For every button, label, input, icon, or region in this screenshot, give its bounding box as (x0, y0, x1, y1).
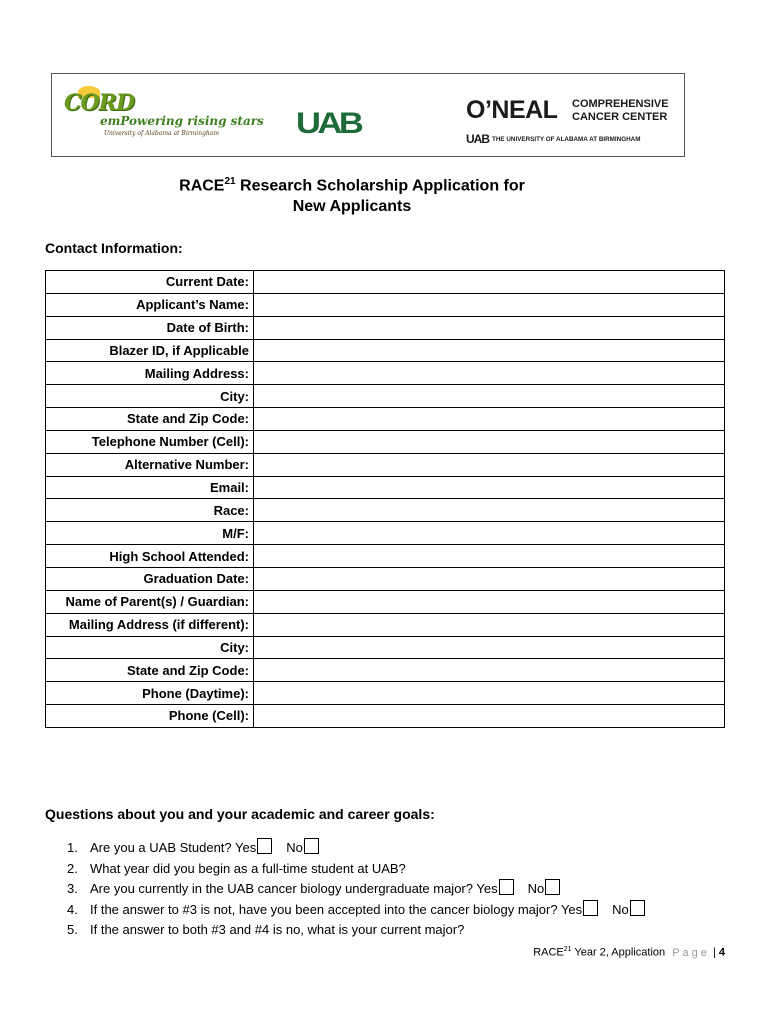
cord-logo-tagline: emPowering rising stars (100, 114, 264, 128)
contact-field-label: Alternative Number: (46, 453, 254, 476)
question-text: If the answer to both #3 and #4 is no, what is your current major? (90, 922, 465, 937)
contact-field-input[interactable] (254, 430, 725, 453)
title-prefix: RACE (179, 177, 225, 195)
oneal-uab-mark: UAB (466, 132, 489, 146)
question-item (67, 900, 647, 921)
contact-row (46, 408, 725, 431)
footer-superscript: 21 (563, 946, 572, 953)
contact-row (46, 293, 725, 316)
no-label: No (612, 901, 629, 917)
no-label: No (286, 840, 303, 855)
question-number: 4. (67, 901, 78, 917)
contact-heading: Contact Information: (45, 240, 183, 256)
contact-field-input[interactable] (254, 339, 725, 362)
contact-row (46, 682, 725, 705)
contact-row (46, 385, 725, 408)
contact-field-label: Date of Birth: (46, 316, 254, 339)
contact-field-input[interactable] (254, 590, 725, 613)
contact-field-input[interactable] (254, 316, 725, 339)
contact-field-label: Applicant’s Name: (46, 293, 254, 316)
contact-field-label: Name of Parent(s) / Guardian: (46, 590, 254, 613)
title-line2: New Applicants (292, 198, 412, 216)
contact-field-label: Current Date: (46, 271, 254, 294)
contact-field-input[interactable] (254, 362, 725, 385)
contact-field-label: M/F: (46, 522, 254, 545)
contact-field-input[interactable] (254, 682, 725, 705)
contact-field-label: Race: (46, 499, 254, 522)
contact-field-label: State and Zip Code: (46, 659, 254, 682)
footer-separator: | (709, 946, 719, 959)
footer-text: Year 2, Application (571, 946, 669, 959)
footer-prefix: RACE (533, 946, 564, 959)
question-item (67, 859, 647, 880)
contact-field-label: Phone (Cell): (46, 705, 254, 728)
contact-field-label: City: (46, 385, 254, 408)
yes-checkbox[interactable] (257, 838, 272, 854)
contact-field-input[interactable] (254, 476, 725, 499)
oneal-university-name: THE UNIVERSITY OF ALABAMA AT BIRMINGHAM (492, 136, 641, 143)
page-footer (533, 946, 725, 959)
oneal-name: O’NEAL (466, 96, 558, 124)
contact-field-label: Blazer ID, if Applicable (46, 339, 254, 362)
page-title (0, 171, 704, 217)
oneal-subtitle-line1: COMPREHENSIVE (572, 98, 669, 110)
contact-row (46, 499, 725, 522)
contact-row (46, 659, 725, 682)
footer-page-word: Page (672, 946, 710, 959)
question-text: What year did you begin as a full-time student at UAB? (90, 860, 406, 876)
title-line1 (0, 171, 704, 196)
yes-label: Yes (476, 881, 498, 896)
no-checkbox[interactable] (304, 838, 319, 854)
contact-row (46, 613, 725, 636)
contact-field-input[interactable] (254, 567, 725, 590)
contact-field-input[interactable] (254, 271, 725, 294)
contact-field-input[interactable] (254, 522, 725, 545)
contact-field-input[interactable] (254, 408, 725, 431)
oneal-cancer-center-logo (466, 96, 676, 146)
contact-row (46, 453, 725, 476)
question-item (67, 838, 647, 859)
no-checkbox[interactable] (545, 879, 560, 895)
contact-field-label: Mailing Address: (46, 362, 254, 385)
contact-row (46, 476, 725, 499)
yes-label: Yes (235, 840, 257, 855)
yes-label: Yes (560, 901, 583, 917)
contact-field-input[interactable] (254, 499, 725, 522)
logo-banner (51, 73, 685, 157)
contact-field-label: City: (46, 636, 254, 659)
question-item (67, 879, 647, 900)
contact-row (46, 522, 725, 545)
contact-field-input[interactable] (254, 705, 725, 728)
contact-row (46, 705, 725, 728)
cord-logo-subtext: University of Alabama at Birmingham (104, 130, 220, 137)
contact-field-label: Telephone Number (Cell): (46, 430, 254, 453)
cord-logo-word: CORD (64, 90, 135, 116)
contact-field-label: State and Zip Code: (46, 408, 254, 431)
oneal-subtitle-line2: CANCER CENTER (572, 111, 668, 123)
questions-heading: Questions about you and your academic and career goals: (45, 806, 435, 822)
cord-logo (64, 88, 264, 144)
contact-table (45, 270, 725, 728)
question-number: 3. (67, 881, 78, 896)
contact-row (46, 430, 725, 453)
question-number: 1. (67, 840, 78, 855)
contact-row (46, 339, 725, 362)
contact-field-label: Email: (46, 476, 254, 499)
contact-field-input[interactable] (254, 293, 725, 316)
questions-list (67, 838, 647, 941)
yes-checkbox[interactable] (583, 900, 598, 916)
oneal-subtitle (572, 98, 669, 124)
contact-row (46, 636, 725, 659)
question-number: 2. (67, 860, 78, 876)
question-item (67, 920, 647, 941)
contact-row (46, 590, 725, 613)
title-superscript: 21 (224, 176, 236, 187)
no-label: No (527, 881, 545, 896)
question-text: Are you a UAB Student? (90, 840, 236, 855)
contact-row (46, 316, 725, 339)
contact-row (46, 545, 725, 568)
question-text: If the answer to #3 is not, have you been accepted into the cancer biology major? (90, 901, 561, 917)
contact-field-label: Graduation Date: (46, 567, 254, 590)
contact-field-input[interactable] (254, 636, 725, 659)
contact-field-label: High School Attended: (46, 545, 254, 568)
contact-field-input[interactable] (254, 385, 725, 408)
contact-field-label: Mailing Address (if different): (46, 613, 254, 636)
contact-field-input[interactable] (254, 659, 725, 682)
contact-row (46, 567, 725, 590)
contact-field-input[interactable] (254, 453, 725, 476)
title-line1-text: Research Scholarship Application for (235, 177, 525, 195)
contact-row (46, 362, 725, 385)
contact-field-input[interactable] (254, 613, 725, 636)
question-number: 5. (67, 922, 78, 937)
uab-logo: UAB (296, 107, 361, 140)
contact-field-label: Phone (Daytime): (46, 682, 254, 705)
oneal-university-row (466, 130, 640, 148)
yes-checkbox[interactable] (499, 879, 514, 895)
no-checkbox[interactable] (630, 900, 645, 916)
page-number: 4 (718, 946, 725, 959)
question-text: Are you currently in the UAB cancer biology undergraduate major? (90, 881, 477, 896)
contact-row (46, 271, 725, 294)
contact-field-input[interactable] (254, 545, 725, 568)
